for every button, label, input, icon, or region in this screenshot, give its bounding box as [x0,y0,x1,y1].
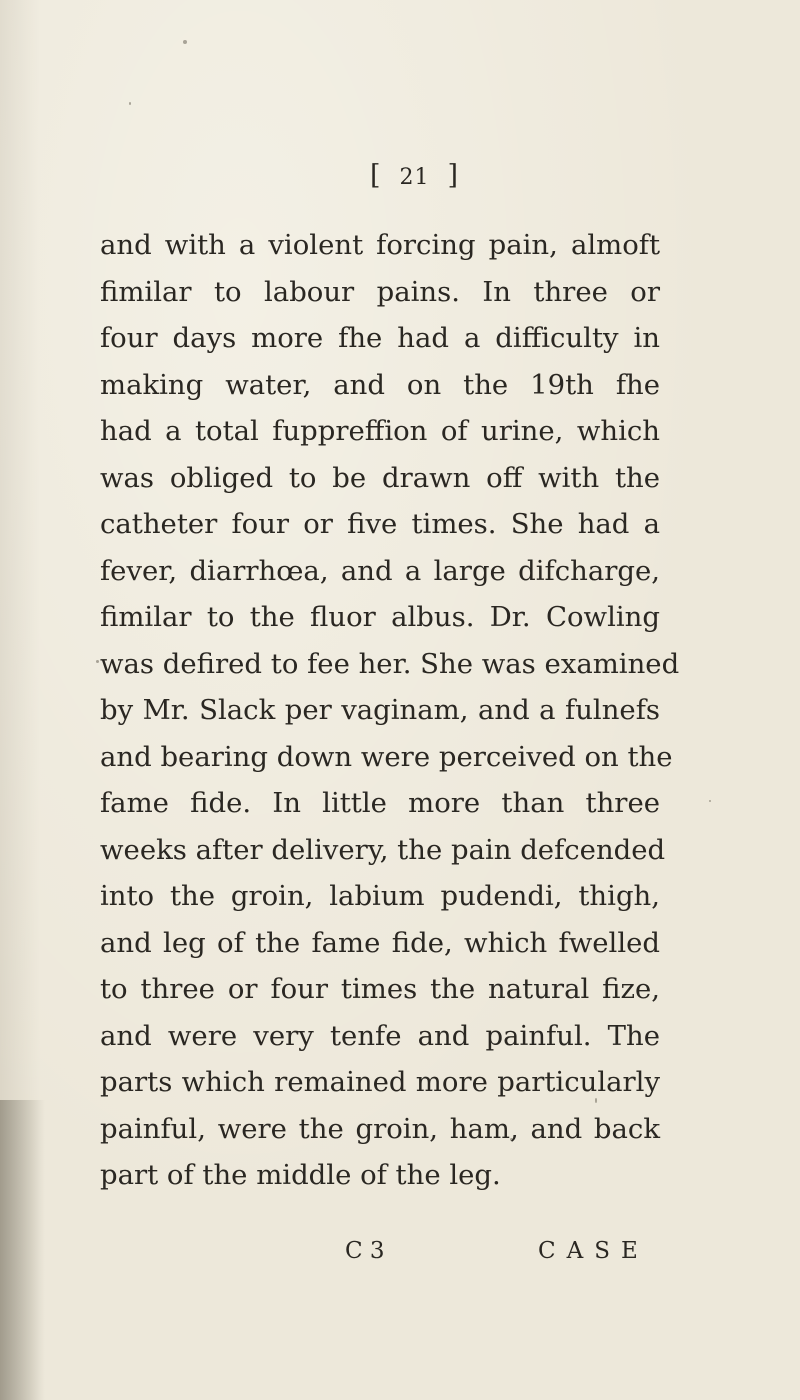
text-line: and were very tenfe and painful. The [100,1019,660,1052]
text-line: catheter four or five times. She had a [100,508,660,540]
text-line: painful, were the groin, ham, and back [100,1112,660,1145]
text-line: was obliged to be drawn off with the [100,461,660,494]
bracket-close: ] [447,160,460,191]
paper-speck [183,40,187,44]
text-line: weeks after delivery, the pain defcended [100,833,666,866]
text-line-last: part of the middle of the leg. [100,1159,501,1191]
text-line: fame fide. In little more than three [100,787,660,819]
text-line: into the groin, labium pudendi, thigh, [100,880,660,912]
text-line: and with a violent forcing pain, almoft [100,229,660,261]
text-line: was defired to fee her. She was examined [100,647,680,680]
text-line: making water, and on the 19th fhe [100,368,660,401]
text-line: fimilar to the fluor albus. Dr. Cowling [100,601,660,633]
text-line: and leg of the fame fide, which fwelled [100,926,660,959]
text-line: and bearing down were perceived on the [100,740,673,773]
text-line: to three or four times the natural fize, [100,973,660,1005]
paper-speck [709,800,711,802]
catchword: CASE [538,1238,649,1264]
page-number-value: 21 [399,165,430,190]
paper-speck [96,660,99,663]
page-number [370,160,459,191]
bracket-open: [ [370,160,382,191]
text-line: four days more fhe had a difficulty in [100,322,660,354]
text-line: by Mr. Slack per vaginam, and a fulnefs [100,694,660,726]
binding-shadow [0,1100,45,1400]
text-line: fimilar to labour pains. In three or [100,275,660,308]
signature-mark: C 3 [345,1238,385,1264]
paper-speck [129,102,131,105]
body-text [100,222,680,1199]
text-line: fever, diarrhœa, and a large difcharge, [100,554,660,587]
text-line: parts which remained more particularly [100,1066,660,1098]
text-line: had a total fuppreffion of urine, which [100,415,660,447]
